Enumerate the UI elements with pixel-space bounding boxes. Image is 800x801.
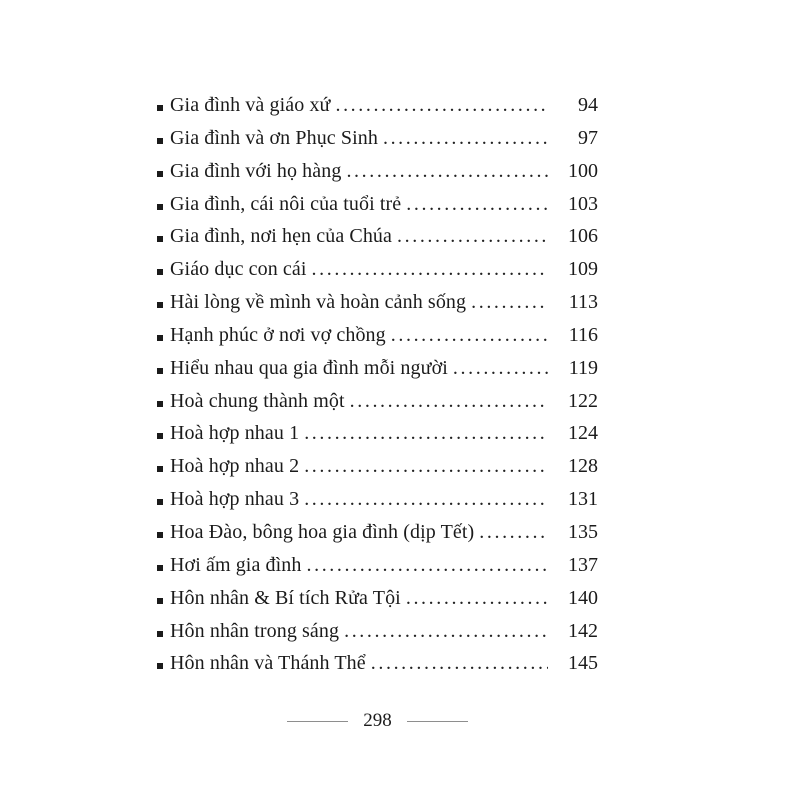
toc-entry-page: 124 — [568, 422, 598, 445]
footer-page-number: 298 — [363, 710, 392, 731]
toc-entry-title: Hoà hợp nhau 2 — [170, 455, 300, 478]
toc-entry — [157, 160, 598, 193]
toc-entry — [157, 193, 598, 226]
toc-entry-title: Hôn nhân và Thánh Thể — [170, 652, 366, 675]
toc-entry-title: Hơi ấm gia đình — [170, 553, 302, 576]
toc-entry-title: Hôn nhân trong sáng — [170, 619, 340, 642]
toc-entry-page: 106 — [568, 225, 598, 248]
dotted-leader — [335, 94, 548, 117]
toc-entry-page: 145 — [568, 652, 598, 675]
toc-entry-title: Hoà hợp nhau 1 — [170, 422, 300, 445]
toc-entry — [157, 455, 598, 488]
dotted-leader — [453, 357, 548, 380]
dotted-leader — [406, 587, 548, 610]
toc-entry-page: 103 — [568, 192, 598, 215]
toc-entry-title: Hoà chung thành một — [170, 389, 345, 412]
dotted-leader — [397, 225, 548, 248]
toc-entry-title: Gia đình với họ hàng — [170, 159, 342, 182]
bullet-square-icon — [157, 532, 163, 538]
bullet-square-icon — [157, 138, 163, 144]
toc-entry — [157, 554, 598, 587]
toc-entry-page: 137 — [568, 553, 598, 576]
bullet-square-icon — [157, 433, 163, 439]
dotted-leader — [307, 554, 549, 577]
toc-entry — [157, 94, 598, 127]
toc-entry — [157, 620, 598, 653]
bullet-square-icon — [157, 466, 163, 472]
toc-entry — [157, 390, 598, 423]
bullet-square-icon — [157, 631, 163, 637]
bullet-square-icon — [157, 499, 163, 505]
bullet-square-icon — [157, 401, 163, 407]
bullet-square-icon — [157, 269, 163, 275]
toc-entry — [157, 127, 598, 160]
toc-entry-page: 128 — [568, 455, 598, 478]
toc-entry-page: 131 — [568, 488, 598, 511]
toc-entry-page: 116 — [568, 323, 598, 346]
toc-entry-title: Hôn nhân & Bí tích Rửa Tội — [170, 586, 401, 609]
toc-entry — [157, 357, 598, 390]
dotted-leader — [471, 291, 548, 314]
bullet-square-icon — [157, 302, 163, 308]
toc-entry-page: 122 — [568, 389, 598, 412]
bullet-square-icon — [157, 598, 163, 604]
toc-entry-page: 142 — [568, 619, 598, 642]
toc-entry-page: 119 — [568, 356, 598, 379]
page-footer — [157, 710, 598, 732]
footer-rule-left — [287, 721, 348, 722]
dotted-leader — [371, 652, 548, 675]
toc-entry-title: Hoà hợp nhau 3 — [170, 488, 300, 511]
toc-entry-page: 140 — [568, 586, 598, 609]
toc-list — [157, 94, 598, 685]
toc-entry-title: Hạnh phúc ở nơi vợ chồng — [170, 323, 386, 346]
dotted-leader — [346, 160, 548, 183]
toc-entry — [157, 652, 598, 685]
dotted-leader — [391, 324, 548, 347]
toc-entry — [157, 587, 598, 620]
toc-entry — [157, 324, 598, 357]
dotted-leader — [312, 258, 548, 281]
dotted-leader — [304, 455, 548, 478]
toc-entry — [157, 422, 598, 455]
toc-entry-page: 100 — [568, 159, 598, 182]
dotted-leader — [344, 620, 548, 643]
bullet-square-icon — [157, 171, 163, 177]
dotted-leader — [383, 127, 548, 150]
bullet-square-icon — [157, 663, 163, 669]
bullet-square-icon — [157, 236, 163, 242]
dotted-leader — [350, 390, 548, 413]
footer-rule-right — [407, 721, 468, 722]
toc-entry-page: 94 — [578, 94, 598, 116]
toc-entry — [157, 291, 598, 324]
toc-entry-title: Gia đình và ơn Phục Sinh — [170, 126, 378, 149]
toc-entry-page: 135 — [568, 520, 598, 543]
toc-entry — [157, 488, 598, 521]
toc-entry-title: Hiểu nhau qua gia đình mỗi người — [170, 356, 448, 379]
toc-entry-page: 113 — [568, 291, 598, 314]
toc-entry — [157, 225, 598, 258]
bullet-square-icon — [157, 565, 163, 571]
toc-entry-page: 109 — [568, 258, 598, 281]
bullet-square-icon — [157, 204, 163, 210]
bullet-square-icon — [157, 335, 163, 341]
toc-entry-title: Hài lòng về mình và hoàn cảnh sống — [170, 291, 467, 314]
toc-entry-title: Giáo dục con cái — [170, 258, 307, 281]
toc-entry-page: 97 — [578, 126, 598, 149]
toc-entry — [157, 521, 598, 554]
dotted-leader — [479, 521, 548, 544]
dotted-leader — [406, 193, 548, 216]
bullet-square-icon — [157, 368, 163, 374]
toc-entry-title: Gia đình, cái nôi của tuổi trẻ — [170, 192, 402, 215]
toc-entry-title: Gia đình, nơi hẹn của Chúa — [170, 225, 393, 248]
bullet-square-icon — [157, 105, 163, 111]
toc-entry-title: Gia đình và giáo xứ — [170, 94, 331, 116]
dotted-leader — [304, 422, 548, 445]
dotted-leader — [304, 488, 548, 511]
toc-entry-title: Hoa Đào, bông hoa gia đình (dịp Tết) — [170, 520, 475, 543]
toc-entry — [157, 258, 598, 291]
